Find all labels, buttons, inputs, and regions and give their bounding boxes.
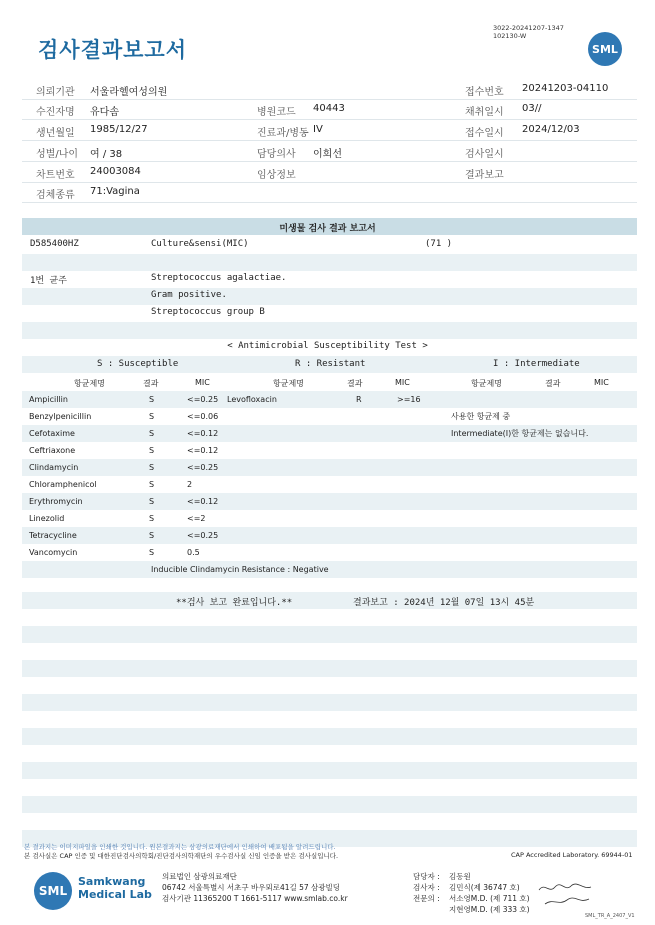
ast-result: S	[149, 412, 155, 421]
note-line-2: Intermediate(I)한 항균제는 없습니다.	[451, 429, 589, 438]
info-label: 접수일시	[465, 128, 504, 139]
info-label: 병원코드	[257, 107, 296, 118]
info-value: 40443	[313, 103, 345, 114]
info-label: 검사일시	[465, 149, 504, 160]
staff-label: 검사자 :	[413, 883, 440, 892]
ast-drug: Clindamycin	[29, 463, 79, 472]
info-label: 접수번호	[465, 87, 504, 98]
ast-drug: Cefotaxime	[29, 429, 75, 438]
info-value: 2024/12/03	[522, 124, 580, 135]
info-row	[22, 79, 637, 100]
ast-result: S	[149, 395, 155, 404]
col-result-header-3: 결과	[545, 379, 561, 388]
ast-mic: <=0.25	[187, 463, 219, 472]
sml-logo-icon: SML	[588, 32, 622, 66]
test-code: D585400HZ	[30, 239, 79, 249]
table-row	[22, 527, 637, 544]
page-title: 검사결과보고서	[38, 38, 188, 62]
sml-footer-logo-icon: SML	[34, 872, 72, 910]
ast-mic: 2	[187, 480, 193, 489]
brand-name	[78, 875, 152, 901]
col-drug-header-2: 항균제명	[273, 379, 304, 388]
staff-value: 지현영M.D. (제 333 호)	[449, 905, 530, 914]
band-complete	[22, 592, 637, 609]
ast-mic: <=0.12	[187, 429, 219, 438]
legend-susceptible: S : Susceptible	[97, 359, 179, 369]
ast-result: S	[149, 531, 155, 540]
empty-band	[22, 626, 637, 643]
col-mic-header-1: MIC	[195, 378, 210, 387]
info-value: 03//	[522, 103, 542, 114]
ast-result: S	[149, 514, 155, 523]
col2-mic: >=16	[397, 395, 421, 404]
ast-result: S	[149, 463, 155, 472]
ast-drug: Erythromycin	[29, 497, 83, 506]
org-address: 06742 서울특별시 서초구 바우뫼로41길 57 삼광빌딩	[162, 883, 341, 892]
ast-mic: <=0.12	[187, 446, 219, 455]
info-label: 수진자명	[36, 107, 75, 118]
ast-drug: Ampicillin	[29, 395, 68, 404]
ast-mic: <=0.06	[187, 412, 219, 421]
info-label: 임상정보	[257, 170, 296, 181]
info-row	[22, 162, 637, 183]
info-label: 의뢰기관	[36, 87, 75, 98]
ast-title: < Antimicrobial Susceptibility Test >	[227, 341, 428, 351]
info-value: 24003084	[90, 166, 141, 177]
info-row	[22, 99, 637, 120]
col-mic-header-2: MIC	[395, 378, 410, 387]
info-value: 1985/12/27	[90, 124, 148, 135]
ast-drug: Ceftriaxone	[29, 446, 76, 455]
table-row	[22, 459, 637, 476]
organism-line-1: Streptococcus agalactiae.	[151, 273, 287, 283]
ast-result: S	[149, 446, 155, 455]
brand-line-2: Medical Lab	[78, 888, 152, 901]
empty-band	[22, 796, 637, 813]
org-info	[162, 871, 348, 904]
col-result-header-1: 결과	[143, 379, 159, 388]
ast-mic: <=0.12	[187, 497, 219, 506]
info-label: 성별/나이	[36, 149, 79, 160]
ast-drug: Linezolid	[29, 514, 65, 523]
staff-label: 담당자 :	[413, 872, 440, 881]
ast-result: S	[149, 429, 155, 438]
ast-mic: 0.5	[187, 548, 200, 557]
info-label: 담당의사	[257, 149, 296, 160]
table-row	[22, 493, 637, 510]
org-name: 의료법인 삼광의료재단	[162, 872, 237, 881]
ast-drug: Chloramphenicol	[29, 480, 97, 489]
col2-drug: Levofloxacin	[227, 395, 277, 404]
note-line-1: 사용한 항균제 중	[451, 412, 511, 421]
form-code: SML_TR_A_2407_V1	[585, 913, 635, 919]
table-row	[22, 391, 637, 408]
band-3	[22, 322, 637, 339]
test-specimen: (71 )	[425, 239, 453, 249]
staff-label: 전문의 :	[413, 894, 440, 903]
ast-mic: <=0.25	[187, 395, 219, 404]
doc-code-2: 102130-W	[493, 32, 527, 40]
info-value: 이희선	[313, 149, 342, 160]
footer-notice-1: 본 결과지는 이미지파일을 인쇄한 것입니다. 원본결과지는 삼광의료재단에서 인쇄하여 배포됨을 알려드립니다.	[24, 843, 336, 851]
bacteria-label: 1번 균주	[30, 276, 67, 286]
cap-accreditation: CAP Accredited Laboratory. 69944-01	[511, 851, 633, 859]
section-title: 미생물 검사 결과 보고서	[279, 224, 376, 234]
info-value: IV	[313, 124, 323, 135]
info-label: 채취일시	[465, 107, 504, 118]
staff-info	[413, 871, 530, 915]
info-value: 유다솜	[90, 107, 119, 118]
brand-line-1: Samkwang	[78, 875, 146, 888]
doc-code-1: 3022-20241207-1347	[493, 24, 564, 32]
info-label: 차트번호	[36, 170, 75, 181]
col-drug-header-1: 항균제명	[74, 379, 105, 388]
info-value: 71:Vagina	[90, 186, 140, 197]
ast-drug: Tetracycline	[29, 531, 77, 540]
signature-image	[535, 878, 595, 908]
organism-line-3: Streptococcus group B	[151, 307, 265, 317]
ast-drug: Benzylpenicillin	[29, 412, 92, 421]
ast-result: S	[149, 548, 155, 557]
org-contact: 검사기관 11365200 T 1661-5117 www.smlab.co.kr	[162, 894, 348, 903]
band-2	[22, 288, 637, 305]
empty-band	[22, 762, 637, 779]
col-result-header-2: 결과	[347, 379, 363, 388]
inducible-clindamycin: Inducible Clindamycin Resistance : Negative	[151, 565, 329, 574]
info-row	[22, 120, 637, 141]
report-time: 결과보고 : 2024년 12월 07일 13시 45분	[353, 598, 535, 608]
test-name: Culture&sensi(MIC)	[151, 239, 249, 249]
organism-line-2: Gram positive.	[151, 290, 227, 300]
legend-resistant: R : Resistant	[295, 359, 366, 369]
info-label: 진료과/병동	[257, 128, 309, 139]
info-row	[22, 141, 637, 162]
col-drug-header-3: 항균제명	[471, 379, 502, 388]
inducible-band	[22, 561, 637, 578]
report-complete: **검사 보고 완료입니다.**	[176, 598, 293, 608]
info-label: 결과보고	[465, 170, 504, 181]
empty-band	[22, 728, 637, 745]
ast-result: S	[149, 497, 155, 506]
band-blank	[22, 236, 637, 253]
info-value: 서울라헬여성의원	[90, 87, 168, 98]
col2-result: R	[356, 395, 362, 404]
info-value: 여 / 38	[90, 149, 123, 160]
info-label: 검체종류	[36, 190, 75, 201]
staff-value: 김동원	[449, 872, 471, 881]
empty-band	[22, 660, 637, 677]
info-value: 20241203-04110	[522, 83, 609, 94]
ast-mic: <=2	[187, 514, 206, 523]
legend-intermediate: I : Intermediate	[493, 359, 580, 369]
band-1	[22, 254, 637, 271]
info-label: 생년월일	[36, 128, 75, 139]
footer-notice-2: 본 검사실은 CAP 인증 및 대한진단검사의학회/진단검사의학재단의 우수검사실 신임 인증을 받은 검사실입니다.	[24, 852, 339, 860]
empty-band	[22, 694, 637, 711]
ast-mic: <=0.25	[187, 531, 219, 540]
staff-value: 서소영M.D. (제 711 호)	[449, 894, 530, 903]
staff-value: 김민식(제 36747 호)	[449, 883, 520, 892]
ast-result: S	[149, 480, 155, 489]
ast-drug: Vancomycin	[29, 548, 78, 557]
col-mic-header-3: MIC	[594, 378, 609, 387]
info-row	[22, 182, 637, 203]
document-codes	[493, 24, 564, 40]
